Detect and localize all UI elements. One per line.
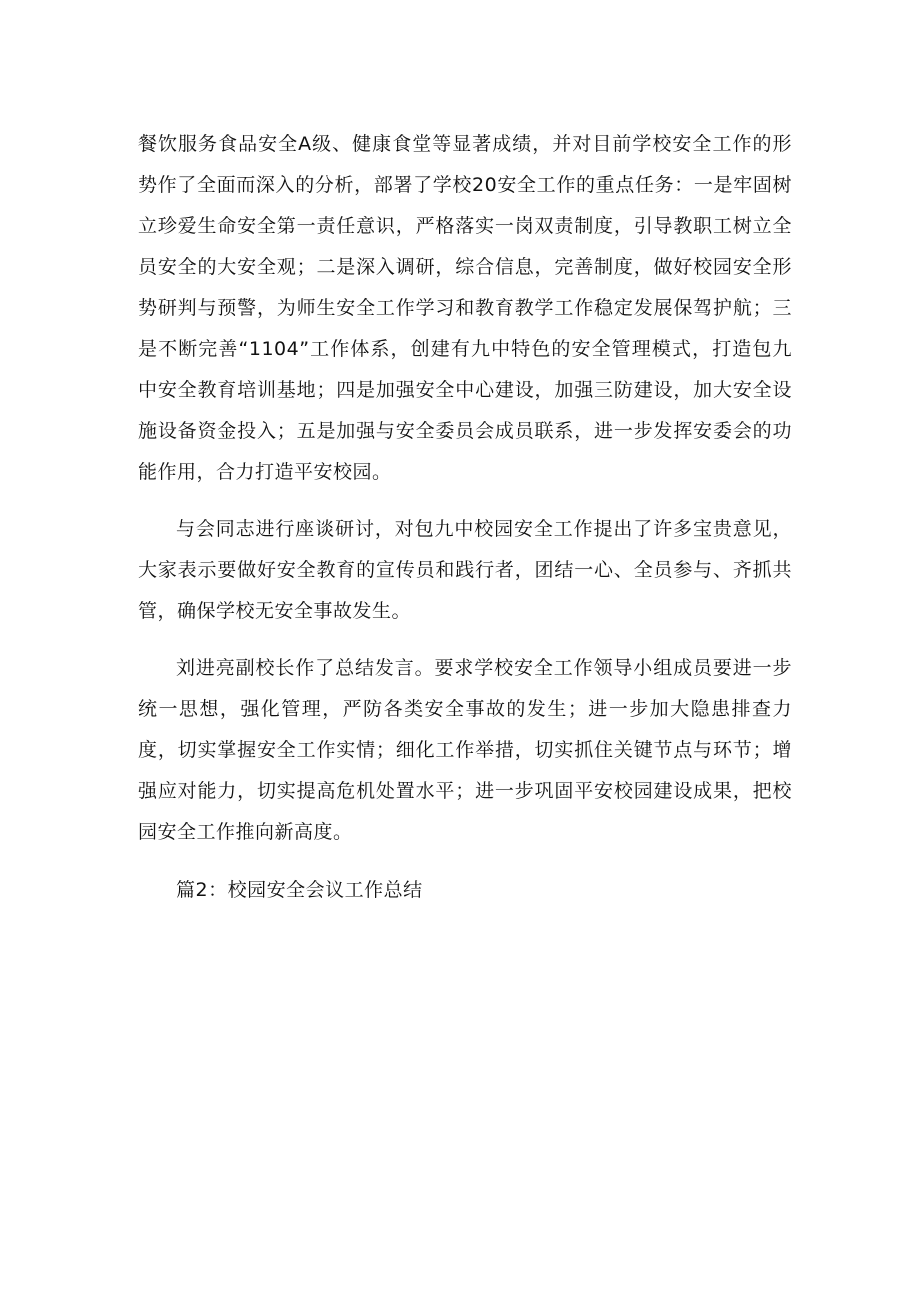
document-body	[138, 124, 792, 911]
paragraph-continued-meeting-summary: 餐饮服务食品安全A级、健康食堂等显著成绩，并对目前学校安全工作的形势作了全面而深入的分析，部署了学校20安全工作的重点任务：一是牢固树立珍爱生命安全第一责任意识，严格落实一岗双责制度，引导教职工树立全员安全的大安全观；二是深入调研，综合信息，完善制度，做好校园安全形势研判与预警，为师生安全工作学习和教育教学工作稳定发展保驾护航；三是不断完善“1104”工作体系，创建有九中特色的安全管理模式，打造包九中安全教育培训基地；四是加强安全中心建设，加强三防建设，加大安全设施设备资金投入；五是加强与安全委员会成员联系，进一步发挥安委会的功能作用，合力打造平安校园。	[138, 133, 792, 483]
paragraph-closing-speech: 刘进亮副校长作了总结发言。要求学校安全工作领导小组成员要进一步统一思想，强化管理，严防各类安全事故的发生；进一步加大隐患排查力度，切实掌握安全工作实情；细化工作举措，切实抓住关键节点与环节；增强应对能力，切实提高危机处置水平；进一步巩固平安校园建设成果，把校园安全工作推向新高度。	[138, 657, 792, 843]
paragraph-discussion: 与会同志进行座谈研讨，对包九中校园安全工作提出了许多宝贵意见，大家表示要做好安全教育的宣传员和践行者，团结一心、全员参与、齐抓共管，确保学校无安全事故发生。	[138, 518, 792, 622]
section-heading: 篇2：校园安全会议工作总结	[176, 879, 423, 901]
